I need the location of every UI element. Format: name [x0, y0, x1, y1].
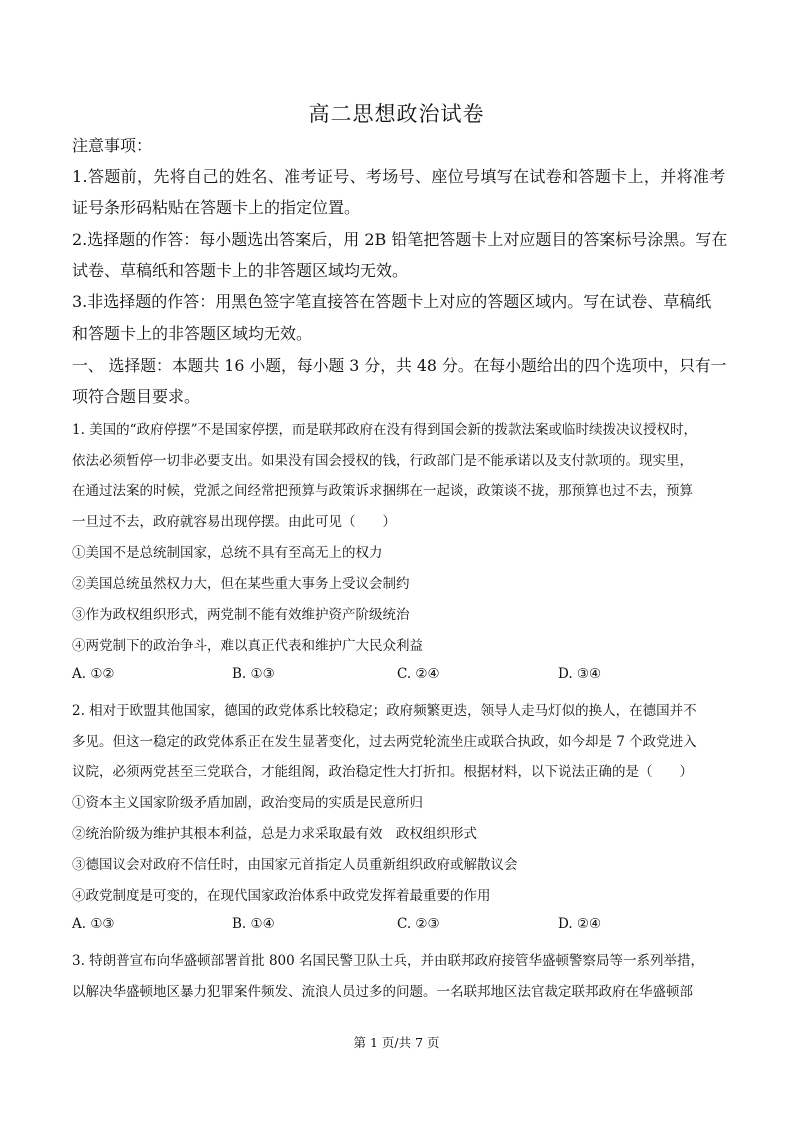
page-title: 高二思想政治试卷 [308, 102, 485, 126]
q2-statement-3: ③德国议会对政府不信任时，由国家元首指定人员重新组织政府或解散议会 [72, 857, 518, 873]
q1-option-c[interactable]: C. ②④ [397, 666, 440, 682]
q2-option-c[interactable]: C. ②③ [397, 916, 440, 932]
q2-option-d[interactable]: D. ②④ [558, 916, 602, 932]
q3-stem-line-1: 3. 特朗普宣布向华盛顿部署首批 800 名国民警卫队士兵，并由联邦政府接管华盛顿警察局等一系列举措， [72, 953, 705, 969]
q1-option-d[interactable]: D. ③④ [558, 666, 602, 682]
q2-option-b[interactable]: B. ①④ [232, 916, 275, 932]
q1-stem-line-1: 1. 美国的“政府停摆”不是国家停摆，而是联邦政府在没有得到国会新的拨款法案或临时续拨决议授权时， [72, 422, 697, 438]
q3-stem-line-2: 以解决华盛顿地区暴力犯罪案件频发、流浪人员过多的问题。一名联邦地区法官裁定联邦政府在华盛顿部 [72, 984, 693, 1000]
page-number: 第 1 页/共 7 页 [353, 1035, 440, 1050]
notice-line-4: 试卷、草稿纸和答题卡上的非答题区域均无效。 [72, 261, 409, 280]
q2-stem-line-3: 议院，必须两党甚至三党联合，才能组阁，政治稳定性大打折扣。根据材料，以下说法正确的是（ ） [72, 764, 693, 780]
notice-line-5: 3.非选择题的作答：用黑色签字笔直接答在答题卡上对应的答题区域内。写在试卷、草稿纸 [72, 292, 712, 311]
q2-statement-1: ①资本主义国家阶级矛盾加剧，政治变局的实质是民意所归 [72, 795, 423, 811]
section-heading-line-2: 项符合题目要求。 [72, 387, 201, 406]
q1-stem-line-4: 一旦过不去，政府就容易出现停摆。由此可见（ ） [72, 514, 396, 530]
notice-line-3: 2.选择题的作答：每小题选出答案后，用 2B 铅笔把答题卡上对应题目的答案标号涂黑。写在 [72, 230, 728, 249]
q1-statement-1: ①美国不是总统制国家，总统不具有至高无上的权力 [72, 545, 383, 561]
q1-option-b[interactable]: B. ①③ [232, 666, 275, 682]
section-heading-line-1: 一、 选择题：本题共 16 小题，每小题 3 分，共 48 分。在每小题给出的四个选项中，只有一 [72, 356, 727, 375]
q2-statement-4: ④政党制度是可变的，在现代国家政治体系中政党发挥着最重要的作用 [72, 888, 491, 904]
notice-line-6: 和答题卡上的非答题区域均无效。 [72, 324, 313, 343]
notice-line-1: 1.答题前，先将自己的姓名、准考证号、考场号、座位号填写在试卷和答题卡上，并将准考 [72, 167, 726, 186]
q2-stem-line-2: 多见。但这一稳定的政党体系正在发生显著变化，过去两党轮流坐庄或联合执政，如今却是 7 个政党进入 [72, 734, 697, 750]
q1-statement-3: ③作为政权组织形式，两党制不能有效维护资产阶级统治 [72, 607, 410, 623]
notice-line-2: 证号条形码粘贴在答题卡上的指定位置。 [72, 198, 361, 217]
notice-heading: 注意事项： [72, 136, 153, 155]
q1-statement-4: ④两党制下的政治争斗，难以真正代表和维护广大民众利益 [72, 638, 423, 654]
q2-statement-2: ②统治阶级为维护其根本利益，总是力求采取最有效 政权组织形式 [72, 826, 477, 842]
q1-stem-line-3: 在通过法案的时候，党派之间经常把预算与政策诉求捆绑在一起谈，政策谈不拢，那预算也过不去，预算 [72, 483, 693, 499]
q1-stem-line-2: 依法必须暂停一切非必要支出。如果没有国会授权的钱，行政部门是不能承诺以及支付款项的。现实里， [72, 453, 693, 469]
q2-stem-line-1: 2. 相对于欧盟其他国家，德国的政党体系比较稳定；政府频繁更迭，领导人走马灯似的换人，在德国并不 [72, 703, 697, 719]
q2-option-a[interactable]: A. ①③ [72, 916, 115, 932]
q1-statement-2: ②美国总统虽然权力大，但在某些重大事务上受议会制约 [72, 576, 410, 592]
q1-option-a[interactable]: A. ①② [72, 666, 115, 682]
